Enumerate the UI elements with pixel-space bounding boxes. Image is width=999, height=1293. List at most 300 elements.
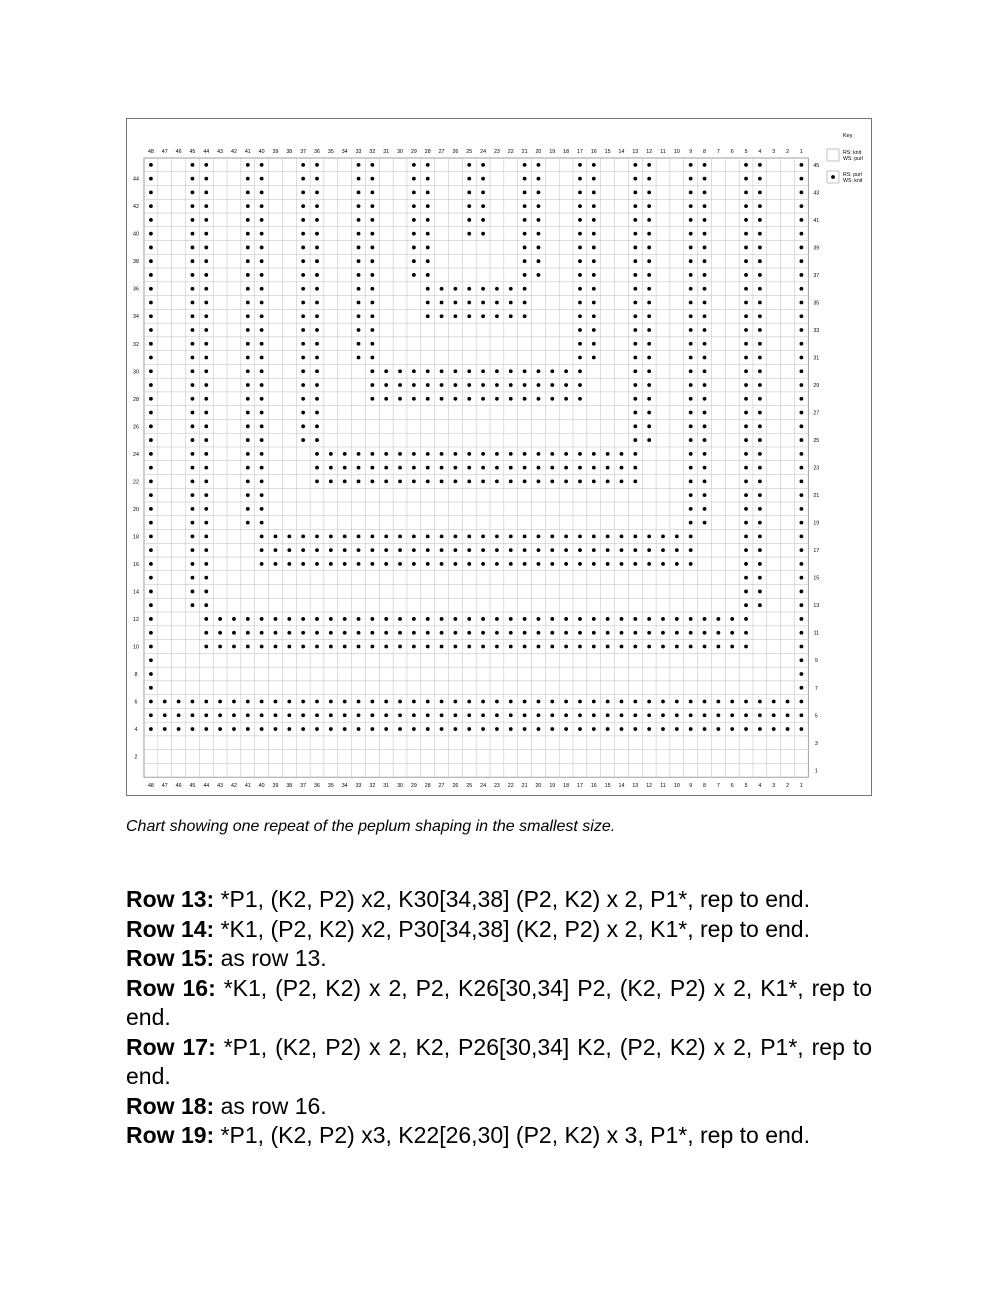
purl-dot: [357, 713, 361, 717]
purl-dot: [149, 535, 153, 539]
purl-dot: [246, 507, 250, 511]
purl-dot: [647, 424, 651, 428]
purl-dot: [454, 631, 458, 635]
purl-dot: [149, 191, 153, 195]
purl-dot: [287, 727, 291, 731]
purl-dot: [758, 727, 762, 731]
purl-dot: [246, 411, 250, 415]
purl-dot: [149, 204, 153, 208]
purl-dot: [426, 617, 430, 621]
purl-dot: [301, 163, 305, 167]
purl-dot: [703, 287, 707, 291]
purl-dot: [481, 397, 485, 401]
purl-dot: [467, 700, 471, 704]
purl-dot: [191, 493, 195, 497]
purl-dot: [633, 204, 637, 208]
purl-dot: [204, 521, 208, 525]
column-label-top: 23: [493, 149, 500, 155]
purl-dot: [633, 466, 637, 470]
purl-dot: [689, 204, 693, 208]
purl-dot: [689, 617, 693, 621]
purl-dot: [454, 383, 458, 387]
purl-dot: [689, 397, 693, 401]
purl-dot: [246, 713, 250, 717]
purl-dot: [191, 548, 195, 552]
purl-dot: [440, 631, 444, 635]
purl-dot: [592, 617, 596, 621]
purl-dot: [537, 631, 541, 635]
legend-swatch: [827, 149, 839, 161]
purl-dot: [412, 218, 416, 222]
purl-dot: [232, 700, 236, 704]
purl-dot: [384, 466, 388, 470]
purl-dot: [744, 191, 748, 195]
purl-dot: [149, 658, 153, 662]
column-label-top: 41: [244, 149, 251, 155]
purl-dot: [578, 617, 582, 621]
purl-dot: [191, 590, 195, 594]
purl-dot: [744, 466, 748, 470]
purl-dot: [523, 397, 527, 401]
purl-dot: [578, 700, 582, 704]
purl-dot: [578, 204, 582, 208]
purl-dot: [357, 328, 361, 332]
purl-dot: [357, 232, 361, 236]
row-label-right: 13: [813, 603, 820, 610]
purl-dot: [509, 452, 513, 456]
purl-dot: [301, 535, 305, 539]
purl-dot: [329, 700, 333, 704]
purl-dot: [454, 314, 458, 318]
column-label-top: 33: [355, 149, 362, 155]
purl-dot: [260, 163, 264, 167]
row-label-right: 23: [813, 465, 820, 472]
purl-dot: [426, 713, 430, 717]
column-label-bottom: 26: [452, 783, 459, 790]
purl-dot: [412, 713, 416, 717]
purl-dot: [149, 287, 153, 291]
purl-dot: [398, 369, 402, 373]
purl-dot: [675, 645, 679, 649]
purl-dot: [592, 466, 596, 470]
purl-dot: [370, 191, 374, 195]
purl-dot: [800, 507, 804, 511]
purl-dot: [315, 452, 319, 456]
legend-label: RS: purl: [843, 172, 862, 178]
purl-dot: [177, 713, 181, 717]
purl-dot: [191, 452, 195, 456]
purl-dot: [163, 700, 167, 704]
column-label-top: 12: [646, 149, 653, 155]
purl-dot: [800, 177, 804, 181]
purl-dot: [647, 246, 651, 250]
purl-dot: [454, 535, 458, 539]
column-label-bottom: 7: [716, 783, 720, 790]
purl-dot: [758, 342, 762, 346]
purl-dot: [758, 356, 762, 360]
purl-dot: [606, 700, 610, 704]
purl-dot: [204, 535, 208, 539]
purl-dot: [592, 342, 596, 346]
purl-dot: [703, 177, 707, 181]
purl-dot: [315, 631, 319, 635]
purl-dot: [578, 562, 582, 566]
purl-dot: [357, 479, 361, 483]
purl-dot: [384, 535, 388, 539]
purl-dot: [398, 383, 402, 387]
purl-dot: [647, 328, 651, 332]
column-label-top: 7: [716, 149, 720, 155]
purl-dot: [620, 727, 624, 731]
purl-dot: [744, 177, 748, 181]
purl-dot: [758, 521, 762, 525]
purl-dot: [689, 466, 693, 470]
purl-dot: [329, 562, 333, 566]
purl-dot: [315, 411, 319, 415]
purl-dot: [564, 397, 568, 401]
purl-dot: [301, 301, 305, 305]
purl-dot: [260, 466, 264, 470]
purl-dot: [537, 535, 541, 539]
purl-dot: [578, 328, 582, 332]
purl-dot: [481, 452, 485, 456]
purl-dot: [592, 246, 596, 250]
purl-dot: [689, 631, 693, 635]
purl-dot: [730, 727, 734, 731]
row-label-left: 24: [133, 451, 139, 458]
purl-dot: [370, 369, 374, 373]
purl-dot: [191, 479, 195, 483]
row-label-right: 17: [813, 548, 820, 555]
purl-dot: [384, 479, 388, 483]
purl-dot: [246, 493, 250, 497]
purl-dot: [454, 452, 458, 456]
pattern-row: [126, 974, 872, 1033]
purl-dot: [744, 479, 748, 483]
column-label-top: 37: [300, 149, 307, 155]
purl-dot: [301, 424, 305, 428]
purl-dot: [315, 177, 319, 181]
purl-dot: [647, 218, 651, 222]
purl-dot: [564, 535, 568, 539]
purl-dot: [495, 535, 499, 539]
purl-dot: [481, 548, 485, 552]
purl-dot: [343, 535, 347, 539]
purl-dot: [370, 631, 374, 635]
purl-dot: [800, 562, 804, 566]
purl-dot: [329, 466, 333, 470]
row-label-right: 21: [813, 493, 820, 500]
purl-dot: [260, 631, 264, 635]
purl-dot: [204, 645, 208, 649]
purl-dot: [149, 411, 153, 415]
purl-dot: [440, 479, 444, 483]
purl-dot: [384, 713, 388, 717]
purl-dot: [647, 383, 651, 387]
purl-dot: [412, 383, 416, 387]
column-label-top: 29: [410, 149, 417, 155]
purl-dot: [703, 466, 707, 470]
row-label-right: 1: [814, 768, 818, 775]
purl-dot: [564, 713, 568, 717]
purl-dot: [398, 548, 402, 552]
row-label-left: 18: [133, 534, 139, 541]
purl-dot: [633, 301, 637, 305]
purl-dot: [509, 383, 513, 387]
row-label-left: 14: [133, 589, 139, 596]
purl-dot: [315, 328, 319, 332]
purl-dot: [537, 246, 541, 250]
purl-dot: [370, 273, 374, 277]
purl-dot: [274, 617, 278, 621]
purl-dot: [564, 562, 568, 566]
purl-dot: [703, 383, 707, 387]
purl-dot: [301, 177, 305, 181]
purl-dot: [218, 713, 222, 717]
purl-dot: [149, 686, 153, 690]
purl-dot: [426, 631, 430, 635]
purl-dot: [592, 314, 596, 318]
purl-dot: [578, 246, 582, 250]
purl-dot: [523, 466, 527, 470]
row-label-right: 25: [813, 438, 820, 445]
purl-dot: [703, 328, 707, 332]
purl-dot: [689, 479, 693, 483]
purl-dot: [578, 218, 582, 222]
purl-dot: [218, 645, 222, 649]
purl-dot: [315, 204, 319, 208]
purl-dot: [357, 700, 361, 704]
column-label-bottom: 39: [272, 783, 279, 790]
purl-dot: [454, 700, 458, 704]
purl-dot: [744, 700, 748, 704]
purl-dot: [467, 479, 471, 483]
row-label-left: 40: [133, 231, 139, 238]
purl-dot: [357, 617, 361, 621]
row-label-right: 35: [813, 300, 820, 307]
purl-dot: [218, 700, 222, 704]
column-label-bottom: 27: [438, 783, 445, 790]
purl-dot: [467, 369, 471, 373]
purl-dot: [758, 603, 762, 607]
purl-dot: [495, 452, 499, 456]
purl-dot: [204, 479, 208, 483]
purl-dot: [703, 521, 707, 525]
purl-dot: [703, 301, 707, 305]
purl-dot: [301, 713, 305, 717]
purl-dot: [592, 356, 596, 360]
purl-dot: [260, 397, 264, 401]
column-label-bottom: 9: [689, 783, 693, 790]
purl-dot: [633, 397, 637, 401]
purl-dot: [301, 397, 305, 401]
purl-dot: [703, 713, 707, 717]
purl-dot: [758, 493, 762, 497]
purl-dot: [370, 232, 374, 236]
column-label-bottom: 44: [203, 783, 210, 790]
purl-dot: [744, 438, 748, 442]
purl-dot: [716, 631, 720, 635]
purl-dot: [426, 645, 430, 649]
purl-dot: [537, 479, 541, 483]
purl-dot: [592, 713, 596, 717]
purl-dot: [426, 727, 430, 731]
purl-dot: [537, 273, 541, 277]
purl-dot: [384, 645, 388, 649]
purl-dot: [509, 562, 513, 566]
purl-dot: [246, 356, 250, 360]
purl-dot: [523, 177, 527, 181]
purl-dot: [246, 218, 250, 222]
column-label-top: 28: [424, 149, 431, 155]
purl-dot: [149, 452, 153, 456]
column-label-bottom: 22: [507, 783, 514, 790]
purl-dot: [204, 576, 208, 580]
purl-dot: [426, 246, 430, 250]
purl-dot: [370, 466, 374, 470]
purl-dot: [467, 177, 471, 181]
purl-dot: [481, 479, 485, 483]
purl-dot: [550, 466, 554, 470]
purl-dot: [149, 493, 153, 497]
purl-dot: [384, 369, 388, 373]
purl-dot: [703, 424, 707, 428]
purl-dot: [232, 713, 236, 717]
purl-dot: [537, 383, 541, 387]
column-label-bottom: 43: [217, 783, 224, 790]
purl-dot: [564, 727, 568, 731]
purl-dot: [633, 452, 637, 456]
purl-dot: [149, 383, 153, 387]
purl-dot: [578, 273, 582, 277]
purl-dot: [426, 466, 430, 470]
pattern-row: [126, 915, 872, 945]
purl-dot: [315, 246, 319, 250]
purl-dot: [426, 548, 430, 552]
purl-dot: [163, 713, 167, 717]
purl-dot: [744, 562, 748, 566]
purl-dot: [246, 466, 250, 470]
purl-dot: [301, 645, 305, 649]
purl-dot: [246, 273, 250, 277]
purl-dot: [287, 562, 291, 566]
purl-dot: [301, 232, 305, 236]
row-label: Row 15:: [126, 945, 215, 971]
purl-dot: [149, 631, 153, 635]
column-label-top: 27: [438, 149, 445, 155]
purl-dot: [301, 342, 305, 346]
column-label-top: 48: [147, 149, 154, 155]
purl-dot: [329, 631, 333, 635]
purl-dot: [246, 328, 250, 332]
purl-dot: [800, 438, 804, 442]
purl-dot: [523, 617, 527, 621]
purl-dot: [357, 356, 361, 360]
purl-dot: [343, 466, 347, 470]
purl-dot: [343, 452, 347, 456]
purl-dot: [675, 562, 679, 566]
purl-dot: [744, 204, 748, 208]
purl-dot: [633, 232, 637, 236]
purl-dot: [204, 452, 208, 456]
purl-dot: [661, 631, 665, 635]
purl-dot: [633, 273, 637, 277]
purl-dot: [191, 342, 195, 346]
purl-dot: [689, 424, 693, 428]
purl-dot: [246, 287, 250, 291]
purl-dot: [191, 163, 195, 167]
row-label-right: 9: [814, 658, 818, 665]
purl-dot: [246, 424, 250, 428]
column-label-top: 36: [314, 149, 320, 155]
purl-dot: [647, 287, 651, 291]
purl-dot: [537, 700, 541, 704]
purl-dot: [758, 301, 762, 305]
purl-dot: [329, 617, 333, 621]
purl-dot: [370, 562, 374, 566]
purl-dot: [357, 727, 361, 731]
purl-dot: [357, 466, 361, 470]
purl-dot: [509, 479, 513, 483]
pattern-row: [126, 885, 872, 915]
purl-dot: [523, 163, 527, 167]
purl-dot: [260, 713, 264, 717]
purl-dot: [204, 218, 208, 222]
purl-dot: [481, 369, 485, 373]
purl-dot: [370, 356, 374, 360]
purl-dot: [191, 576, 195, 580]
purl-dot: [481, 218, 485, 222]
purl-dot: [523, 301, 527, 305]
purl-dot: [412, 259, 416, 263]
purl-dot: [758, 204, 762, 208]
purl-dot: [578, 727, 582, 731]
purl-dot: [177, 700, 181, 704]
purl-dot: [191, 177, 195, 181]
purl-dot: [246, 301, 250, 305]
purl-dot: [537, 191, 541, 195]
purl-dot: [592, 631, 596, 635]
purl-dot: [467, 466, 471, 470]
purl-dot: [384, 383, 388, 387]
column-label-bottom: 33: [355, 783, 362, 790]
purl-dot: [758, 397, 762, 401]
purl-dot: [440, 713, 444, 717]
purl-dot: [495, 727, 499, 731]
pattern-row: [126, 944, 872, 974]
column-label-bottom: 45: [189, 783, 196, 790]
purl-dot: [744, 218, 748, 222]
purl-dot: [800, 493, 804, 497]
purl-dot: [412, 177, 416, 181]
purl-dot: [357, 452, 361, 456]
purl-dot: [633, 218, 637, 222]
purl-dot: [564, 617, 568, 621]
purl-dot: [647, 301, 651, 305]
purl-dot: [509, 548, 513, 552]
purl-dot: [329, 645, 333, 649]
purl-dot: [454, 287, 458, 291]
purl-dot: [550, 727, 554, 731]
purl-dot: [412, 617, 416, 621]
purl-dot: [550, 713, 554, 717]
purl-dot: [675, 631, 679, 635]
purl-dot: [633, 535, 637, 539]
purl-dot: [218, 727, 222, 731]
purl-dot: [232, 645, 236, 649]
purl-dot: [744, 246, 748, 250]
purl-dot: [495, 548, 499, 552]
